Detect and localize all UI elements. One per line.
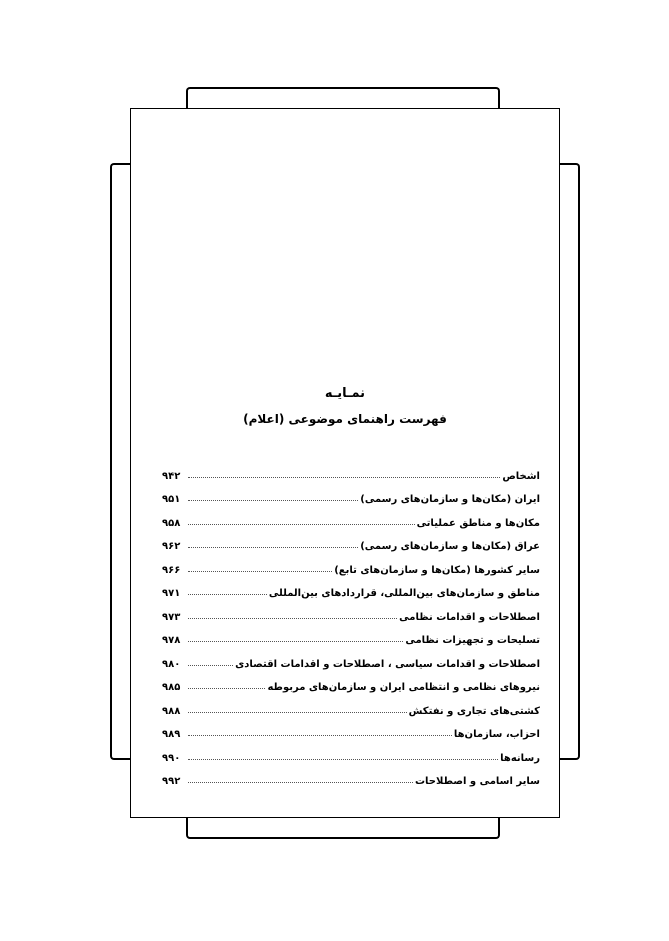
toc-entry-label: تسلیحات و تجهیزات نظامی (405, 635, 540, 646)
toc-entry-label: نیروهای نظامی و انتظامی ایران و سازمان‌های مربوطه (267, 682, 540, 693)
toc-entry[interactable] (162, 552, 540, 576)
toc-entry-page: ۹۸۸ (162, 705, 181, 717)
toc-dot-leader (188, 641, 403, 642)
toc-dot-leader (188, 759, 498, 760)
toc-entry-page: ۹۷۳ (162, 611, 181, 623)
toc-entry-page: ۹۵۸ (162, 517, 181, 529)
toc-entry-label: سایر کشورها (مکان‌ها و سازمان‌های تابع) (334, 564, 540, 576)
toc-entry[interactable] (162, 576, 540, 600)
toc-entry-page: ۹۷۸ (162, 635, 181, 646)
toc-dot-leader (188, 594, 267, 595)
toc-entry-label: ایران (مکان‌ها و سازمان‌های رسمی) (360, 494, 540, 505)
toc-dot-leader (188, 782, 413, 783)
toc-dot-leader (188, 712, 407, 713)
toc-entry-page: ۹۶۶ (162, 564, 181, 576)
toc-dot-leader (188, 500, 358, 501)
toc-entry[interactable] (162, 646, 540, 670)
toc-dot-leader (188, 618, 397, 619)
toc-dot-leader (188, 735, 452, 736)
toc-dot-leader (188, 547, 358, 548)
toc-entry-label: مناطق و سازمان‌های بین‌المللی، قراردادهای بین‌المللی (268, 588, 540, 599)
toc-entry-page: ۹۸۵ (162, 682, 181, 693)
toc-entry-page: ۹۶۲ (162, 541, 181, 552)
toc-entry-page: ۹۵۱ (162, 494, 181, 505)
toc-entry[interactable] (162, 693, 540, 717)
frame-bottom-tab (186, 815, 500, 839)
toc-entry-page: ۹۸۹ (162, 729, 181, 740)
toc-entry-label: رسانه‌ها (500, 752, 540, 764)
toc-entry-page: ۹۴۲ (162, 470, 181, 482)
toc-dot-leader (188, 571, 332, 572)
toc-entry[interactable] (162, 505, 540, 529)
toc-dot-leader (188, 688, 265, 689)
toc-dot-leader (188, 524, 415, 525)
table-of-contents (162, 458, 540, 787)
toc-entry[interactable] (162, 529, 540, 553)
toc-dot-leader (188, 665, 233, 666)
toc-entry-page: ۹۷۱ (162, 588, 181, 599)
toc-entry-label: اصطلاحات و اقدامات سیاسی ، اصطلاحات و اقدامات اقتصادی (235, 658, 540, 670)
toc-entry-label: احزاب، سازمان‌ها (453, 729, 540, 740)
toc-entry-label: سایر اسامی و اصطلاحات (415, 776, 540, 787)
toc-entry[interactable] (162, 764, 540, 788)
frame-left-tab (110, 163, 132, 760)
toc-entry[interactable] (162, 717, 540, 741)
toc-entry-page: ۹۹۲ (162, 776, 181, 787)
toc-entry-label: مکان‌ها و مناطق عملیاتی (416, 517, 540, 529)
toc-entry[interactable] (162, 458, 540, 482)
toc-entry[interactable] (162, 740, 540, 764)
page-subtitle: فهرست راهنمای موضوعی (اعلام) (243, 412, 447, 426)
toc-entry-label: اشخاص (502, 470, 540, 482)
toc-entry-page: ۹۹۰ (162, 752, 181, 764)
toc-entry[interactable] (162, 482, 540, 506)
toc-entry[interactable] (162, 599, 540, 623)
toc-entry[interactable] (162, 670, 540, 694)
page-title: نمـایـه (324, 386, 366, 401)
toc-entry-page: ۹۸۰ (162, 658, 181, 670)
frame-right-tab (558, 163, 580, 760)
toc-entry[interactable] (162, 623, 540, 647)
toc-entry-label: عراق (مکان‌ها و سازمان‌های رسمی) (360, 541, 540, 552)
toc-entry-label: اصطلاحات و اقدامات نظامی (399, 611, 540, 623)
toc-entry-label: کشتی‌های تجاری و نفتکش (408, 705, 540, 717)
toc-dot-leader (188, 477, 500, 478)
